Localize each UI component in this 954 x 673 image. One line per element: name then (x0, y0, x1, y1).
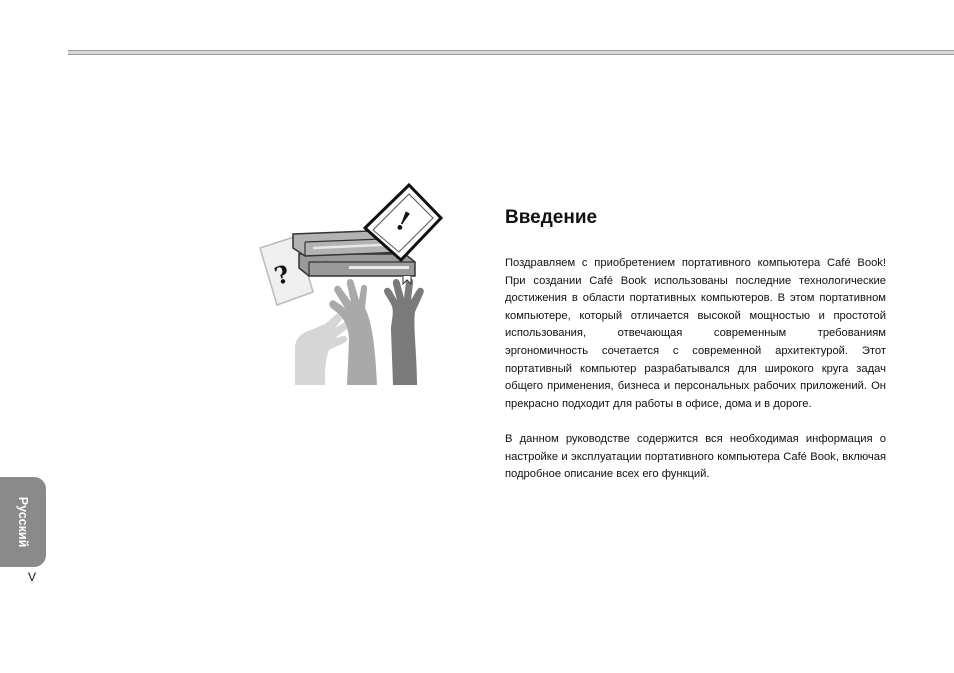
hand-dark-icon (384, 278, 424, 385)
books-hands-illustration (255, 180, 445, 385)
paragraph-intro: Поздравляем с приобретением портативного компьютера Café Book! При создании Café Book использованы последние технологические достижения в области портативных компьютеров. В этом портативном компьютере, который отличается высокой мощностью и простотой использования, отвечающая современным требованиям эргономичность сочетается с современной архитектурой. Этот портативный компьютер разрабатывался для широкого круга задач общего применения, бизнеса и персональных рабочих приложений. Он прекрасно подходит для работы в офисе, дома и в дороге. (505, 257, 886, 410)
language-tab (0, 477, 46, 567)
hand-light-icon (295, 310, 350, 385)
question-mark: ? (271, 258, 293, 291)
paragraph-guide: В данном руководстве содержится вся необходимая информация о настройке и эксплуатации портативного компьютера Café Book, включая подробное описание всех его функций. (505, 432, 886, 481)
page-number: V (28, 570, 37, 584)
language-tab-label: Русский (16, 496, 30, 548)
header-rule (68, 50, 954, 55)
body-text (505, 255, 886, 484)
exclamation-mark: ! (390, 206, 415, 239)
page-title: Введение (505, 207, 598, 228)
